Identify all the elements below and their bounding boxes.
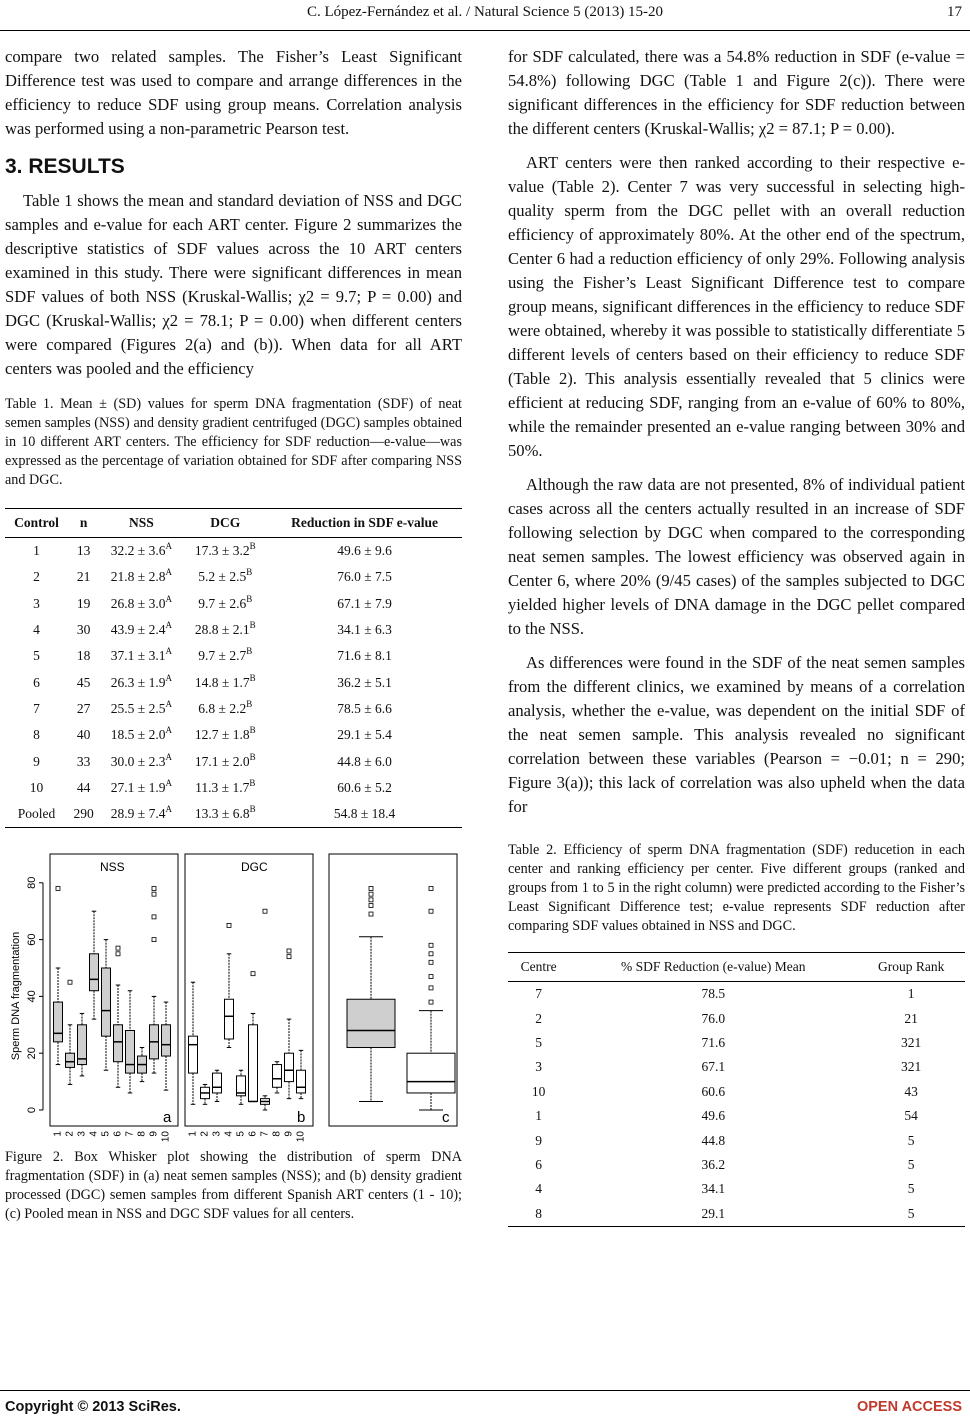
table1-header-row bbox=[5, 509, 462, 538]
table-cell: 4 bbox=[535, 1181, 542, 1197]
table-row bbox=[5, 591, 462, 617]
cell-superscript: A bbox=[165, 567, 172, 578]
table-cell bbox=[99, 669, 183, 695]
table-row bbox=[508, 1128, 965, 1152]
cell-value: 21.8 ± 2.8 bbox=[110, 569, 166, 585]
y-tick-label: 0 bbox=[26, 1107, 38, 1114]
table-cell bbox=[183, 617, 267, 643]
cell-superscript: B bbox=[249, 804, 256, 815]
box-plot-figure bbox=[5, 846, 462, 1143]
cell-value: 26.3 ± 1.9 bbox=[110, 674, 166, 690]
table-cell: 9 bbox=[535, 1132, 542, 1148]
table-cell: 43 bbox=[904, 1083, 918, 1099]
x-tick-label-b: 6 bbox=[247, 1131, 259, 1137]
x-tick-label-b: 3 bbox=[211, 1131, 223, 1137]
table2-header-row bbox=[508, 953, 965, 982]
table-cell: 2 bbox=[535, 1010, 542, 1026]
table-cell: 321 bbox=[901, 1059, 922, 1075]
table-cell: 7 bbox=[33, 700, 40, 716]
cell-superscript: A bbox=[165, 804, 172, 815]
table2 bbox=[508, 952, 965, 1227]
panel-a-title: NSS bbox=[100, 860, 125, 875]
table-cell: 13 bbox=[76, 543, 91, 559]
y-tick-label: 20 bbox=[26, 1047, 38, 1060]
table1-caption: Table 1. Mean ± (SD) values for sperm DNA fragmentation (SDF) of neat semen samples (NSS) and density gradient centrifuged (DGC) samples obtained in 10 different ART centers. The efficiency for SDF reduction—e-value—was expressed as the percentage of variation obtained for SDF after comparing NSS and DGC. bbox=[5, 396, 462, 488]
table-cell bbox=[99, 696, 183, 722]
nss-center-6-outlier bbox=[116, 946, 120, 950]
table-row bbox=[5, 669, 462, 695]
table-row bbox=[5, 643, 462, 669]
table-cell: 3 bbox=[33, 595, 40, 611]
dgc-center-4-outlier bbox=[227, 924, 231, 928]
table-row bbox=[5, 801, 462, 828]
cell-superscript: A bbox=[165, 620, 172, 631]
table-cell: 71.6 bbox=[701, 1034, 726, 1050]
table1-body bbox=[5, 538, 462, 828]
cell-superscript: B bbox=[249, 725, 256, 736]
table-cell: 6 bbox=[33, 674, 40, 690]
nss-pooled-outlier bbox=[369, 892, 373, 896]
cell-superscript: B bbox=[249, 541, 256, 552]
table-cell: 21 bbox=[76, 569, 91, 585]
table-cell: 10 bbox=[29, 779, 44, 795]
x-tick-label-a: 10 bbox=[160, 1131, 172, 1143]
dgc-pooled-outlier bbox=[429, 961, 433, 965]
open-access-label: OPEN ACCESS bbox=[856, 1399, 962, 1415]
cell-value: 14.8 ± 1.7 bbox=[194, 674, 250, 690]
table-cell bbox=[183, 748, 267, 774]
dgc-pooled-outlier bbox=[429, 887, 433, 891]
right-paragraph-2: ART centers were then ranked according to their respective e-value (Table 2). Center 7 was very successful in selecting high-quality sperm from the DGC pellet with an overall reduction efficiency of approximately 80%. At the other end of the spectrum, Center 6 had a reduction efficiency of only 29%. Following analysis using the Fisher’s Least Significant Difference test to compare group means, significant differences in the efficiency to reduce SDF were obtained, whereby it was possible to statistically differentiate 5 different levels of centers based on their efficiency to reduce SDF (Table 2). This analysis essentially revealed that 5 clinics were efficient at reducing SDF, ranging from an e-value of 60% to 80%, while the remainder presented an e-value ranging between 30% and 50%. bbox=[508, 153, 965, 460]
x-tick-label-a: 1 bbox=[52, 1131, 64, 1137]
cell-superscript: A bbox=[165, 698, 172, 709]
table-row bbox=[508, 1202, 965, 1227]
table-cell: 21 bbox=[904, 1010, 918, 1026]
table-row bbox=[5, 775, 462, 801]
nss-center-2-outlier bbox=[68, 980, 72, 984]
table-cell bbox=[99, 775, 183, 801]
table2-caption: Table 2. Efficiency of sperm DNA fragmentation (SDF) reducetion in each center and ranking efficiency per center. Five different groups (ranked and groups from 1 to 5 in the right column) were predicted according to the Fisher’s Least Significant Difference test; e-value represents SDF reduction after comparing SDF values obtained in NSS and DGC. bbox=[508, 842, 965, 934]
table-cell bbox=[99, 722, 183, 748]
cell-superscript: B bbox=[246, 646, 253, 657]
cell-superscript: B bbox=[249, 777, 256, 788]
table1-header-cell: Reduction in SDF e-value bbox=[267, 509, 462, 538]
cell-superscript: A bbox=[165, 646, 172, 657]
panel-b-title: DGC bbox=[241, 860, 268, 875]
cell-value: 6.8 ± 2.2 bbox=[198, 700, 247, 716]
table-cell: 5 bbox=[907, 1181, 915, 1197]
dgc-center-6-outlier bbox=[251, 972, 255, 976]
table-cell: 29.1 bbox=[569, 1202, 857, 1227]
table-cell bbox=[183, 801, 267, 828]
dgc-center-6-box bbox=[249, 1025, 258, 1102]
table1-header-cell: n bbox=[68, 509, 99, 538]
table-cell: 49.6 ± 9.6 bbox=[337, 543, 392, 559]
left-column bbox=[5, 45, 462, 1224]
panel-a-letter: a bbox=[163, 1109, 172, 1127]
cell-superscript: B bbox=[246, 698, 253, 709]
cell-value: 43.9 ± 2.4 bbox=[110, 622, 166, 638]
table-cell bbox=[99, 538, 183, 565]
table-cell: 78.5 ± 6.6 bbox=[337, 700, 392, 716]
x-tick-label-b: 8 bbox=[271, 1131, 283, 1137]
y-tick-label: 40 bbox=[26, 990, 38, 1003]
cell-superscript: B bbox=[246, 567, 253, 578]
table1 bbox=[5, 508, 462, 828]
section-heading: 3. RESULTS bbox=[5, 155, 125, 178]
table-cell: 78.5 bbox=[701, 986, 726, 1002]
table-cell: 19 bbox=[76, 595, 91, 611]
dgc-pooled-outlier bbox=[429, 975, 433, 979]
x-tick-label-b: 2 bbox=[199, 1131, 211, 1137]
table-cell bbox=[99, 643, 183, 669]
table-cell: 45 bbox=[76, 674, 91, 690]
x-tick-label-b: 7 bbox=[259, 1131, 271, 1137]
page-number: 17 bbox=[947, 4, 962, 20]
table-cell: 67.1 bbox=[701, 1059, 726, 1075]
table1-header-cell: Control bbox=[5, 509, 68, 538]
dgc-pooled-outlier bbox=[429, 986, 433, 990]
panel-b-letter: b bbox=[297, 1109, 306, 1127]
table1-header-cell: DCG bbox=[183, 509, 267, 538]
table-cell: 4 bbox=[33, 622, 40, 638]
intro-paragraph: compare two related samples. The Fisher’s Least Significant Difference test was used to compare and arrange differences in the efficiency to reduce SDF using group means. Correlation analysis was performed using a non-parametric Pearson test. bbox=[5, 47, 462, 138]
table-cell: 5 bbox=[535, 1034, 542, 1050]
nss-center-9-outlier bbox=[152, 892, 156, 896]
cell-value: 9.7 ± 2.7 bbox=[198, 648, 247, 664]
cell-value: 17.3 ± 3.2 bbox=[194, 543, 250, 559]
cell-value: 28.8 ± 2.1 bbox=[194, 622, 250, 638]
table-cell bbox=[99, 591, 183, 617]
table-cell: 76.0 ± 7.5 bbox=[337, 569, 392, 585]
table2-header-cell: Group Rank bbox=[857, 953, 965, 982]
dgc-pooled-outlier bbox=[429, 944, 433, 948]
header-title: C. López-Fernández et al. / Natural Science 5 (2013) 15-20 bbox=[306, 4, 664, 20]
table2-header-cell: % SDF Reduction (e-value) Mean bbox=[569, 953, 857, 982]
table-cell: 36.2 bbox=[701, 1156, 726, 1172]
cell-value: 13.3 ± 6.8 bbox=[194, 806, 250, 822]
results-paragraph: Table 1 shows the mean and standard deviation of NSS and DGC samples and e-value for each ART center. Figure 2 summarizes the descriptive statistics of SDF values across the 10 ART centers examined in this study. There were significant differences in mean SDF values of both NSS (Kruskal-Wallis; χ2 = 9.7; P = 0.00) and DGC (Kruskal-Wallis; χ2 = 78.1; P = 0.00) when different centers were compared (Figures 2(a) and (b)). When data for all ART centers was pooled and the efficiency bbox=[5, 191, 462, 378]
nss-center-9-outlier bbox=[152, 938, 156, 942]
cell-value: 32.2 ± 3.6 bbox=[110, 543, 166, 559]
cell-value: 17.1 ± 2.0 bbox=[194, 753, 250, 769]
x-tick-label-a: 5 bbox=[100, 1131, 112, 1137]
figure-2 bbox=[5, 846, 462, 1143]
table-cell: 71.6 ± 8.1 bbox=[337, 648, 392, 664]
table-cell bbox=[183, 669, 267, 695]
cell-superscript: B bbox=[249, 620, 256, 631]
dgc-pooled-outlier bbox=[429, 952, 433, 956]
dgc-pooled-outlier bbox=[429, 1000, 433, 1004]
nss-center-1-outlier bbox=[56, 887, 60, 891]
table-cell: 5 bbox=[907, 1132, 915, 1148]
table-cell bbox=[183, 643, 267, 669]
table-cell: 54 bbox=[904, 1108, 918, 1124]
cell-value: 25.5 ± 2.5 bbox=[110, 700, 166, 716]
nss-pooled-outlier bbox=[369, 887, 373, 891]
x-tick-label-b: 1 bbox=[187, 1131, 199, 1137]
x-tick-label-b: 4 bbox=[223, 1131, 235, 1137]
nss-center-7-box bbox=[126, 1031, 135, 1074]
table-row bbox=[5, 748, 462, 774]
cell-value: 26.8 ± 3.0 bbox=[110, 595, 166, 611]
cell-value: 30.0 ± 2.3 bbox=[110, 753, 166, 769]
nss-center-2-box bbox=[66, 1053, 75, 1067]
table2-body bbox=[508, 982, 965, 1227]
x-tick-label-b: 5 bbox=[235, 1131, 247, 1137]
table-cell: 34.1 bbox=[701, 1181, 726, 1197]
cell-superscript: B bbox=[249, 672, 256, 683]
table-cell bbox=[99, 617, 183, 643]
table-row bbox=[508, 1080, 965, 1104]
dgc-center-8-box bbox=[273, 1065, 282, 1088]
table-row bbox=[508, 1153, 965, 1177]
cell-superscript: A bbox=[165, 777, 172, 788]
right-paragraph-1: for SDF calculated, there was a 54.8% reduction in SDF (e-value = 54.8%) following DGC (Table 1 and Figure 2(c)). There were significant differences in the efficiency for SDF reduction between the different centers (Kruskal-Wallis; χ2 = 87.1; P = 0.00). bbox=[508, 47, 965, 138]
table2-header-cell: Centre bbox=[508, 953, 569, 982]
nss-center-6-box bbox=[114, 1025, 123, 1062]
table-cell: 36.2 ± 5.1 bbox=[337, 674, 392, 690]
cell-superscript: A bbox=[165, 541, 172, 552]
dgc-center-10-box bbox=[297, 1071, 306, 1094]
table-cell bbox=[183, 564, 267, 590]
table-cell: 6 bbox=[535, 1156, 542, 1172]
dgc-center-9-box bbox=[285, 1053, 294, 1081]
nss-center-9-outlier bbox=[152, 915, 156, 919]
table-cell: 76.0 bbox=[701, 1010, 726, 1026]
table-cell bbox=[183, 538, 267, 565]
table-cell: 5 bbox=[33, 648, 40, 664]
dgc-pooled-box bbox=[407, 1053, 455, 1093]
table-cell: 40 bbox=[76, 727, 91, 743]
cell-superscript: A bbox=[165, 725, 172, 736]
table-cell: 44.8 ± 6.0 bbox=[337, 753, 392, 769]
cell-superscript: A bbox=[165, 751, 172, 762]
cell-value: 9.7 ± 2.6 bbox=[198, 595, 247, 611]
x-tick-label-a: 3 bbox=[76, 1131, 88, 1137]
cell-value: 5.2 ± 2.5 bbox=[198, 569, 247, 585]
x-tick-label-b: 9 bbox=[283, 1131, 295, 1137]
nss-center-4-box bbox=[90, 954, 99, 991]
dgc-center-3-box bbox=[213, 1073, 222, 1093]
nss-center-5-box bbox=[102, 968, 111, 1036]
right-paragraph-4: As differences were found in the SDF of the neat semen samples from the different clinics, we examined by means of a correlation analysis, whether the e-value, was dependent on the initial SDF of the neat semen sample. This analysis revealed no significant correlation between these variables (Pearson = −0.01; n = 290; Figure 3(a)); this lack of correlation was also upheld when the data for bbox=[508, 653, 965, 816]
table-cell: 1 bbox=[535, 1108, 542, 1124]
cell-value: 37.1 ± 3.1 bbox=[110, 648, 166, 664]
table-cell: 49.6 bbox=[701, 1108, 726, 1124]
cell-superscript: A bbox=[165, 672, 172, 683]
table-cell: 27 bbox=[76, 700, 91, 716]
table-row bbox=[508, 1006, 965, 1030]
y-tick-label: 80 bbox=[26, 876, 38, 890]
nss-pooled-outlier bbox=[369, 904, 373, 908]
nss-pooled-box bbox=[347, 1000, 395, 1048]
dgc-center-9-outlier bbox=[287, 949, 291, 953]
running-header bbox=[0, 0, 970, 31]
table-cell: 5 bbox=[857, 1202, 965, 1227]
nss-center-1-box bbox=[54, 1002, 63, 1042]
cell-value: 11.3 ± 1.7 bbox=[195, 779, 250, 795]
table-cell: 10 bbox=[531, 1083, 546, 1099]
table-row bbox=[508, 982, 965, 1007]
cell-value: 27.1 ± 1.9 bbox=[110, 779, 166, 795]
table-row bbox=[508, 1177, 965, 1201]
copyright: Copyright © 2013 SciRes. bbox=[5, 1399, 181, 1415]
cell-value: 18.5 ± 2.0 bbox=[110, 727, 166, 743]
table-row bbox=[5, 564, 462, 590]
x-tick-label-b: 10 bbox=[295, 1131, 307, 1143]
table-cell: 29.1 ± 5.4 bbox=[337, 727, 392, 743]
table-row bbox=[5, 538, 462, 565]
table-cell: 8 bbox=[33, 727, 40, 743]
table-cell bbox=[183, 775, 267, 801]
table-cell: 60.6 ± 5.2 bbox=[337, 779, 392, 795]
table-cell: 1 bbox=[907, 986, 915, 1002]
x-tick-label-a: 7 bbox=[124, 1131, 136, 1137]
table-cell bbox=[99, 564, 183, 590]
table-cell: 18 bbox=[76, 648, 91, 664]
right-paragraph-3: Although the raw data are not presented, 8% of individual patient cases across all the centers actually resulted in an increase of SDF following selection by DGC when compared to the corresponding neat semen samples. The lowest efficiency was observed again in Center 6, where 20% (9/45 cases) of the samples subjected to DGC yielded higher levels of DNA damage in the DGC pellet compared to the NSS. bbox=[508, 475, 965, 638]
table-row bbox=[508, 1031, 965, 1055]
table-cell: 8 bbox=[508, 1202, 569, 1227]
dgc-center-7-outlier bbox=[263, 909, 267, 913]
dgc-center-4-box bbox=[225, 1000, 234, 1040]
nss-pooled-outlier bbox=[369, 898, 373, 902]
table-cell: 54.8 ± 18.4 bbox=[267, 801, 462, 828]
cell-superscript: B bbox=[246, 593, 253, 604]
nss-pooled-outlier bbox=[369, 912, 373, 916]
x-tick-label-a: 8 bbox=[136, 1131, 148, 1137]
table-cell: 34.1 ± 6.3 bbox=[337, 622, 392, 638]
table-cell: 30 bbox=[76, 622, 91, 638]
table-cell bbox=[183, 696, 267, 722]
table-cell: 33 bbox=[76, 753, 91, 769]
table-row bbox=[5, 696, 462, 722]
panel-c-letter: c bbox=[442, 1109, 450, 1127]
x-tick-label-a: 4 bbox=[88, 1131, 100, 1137]
nss-center-6-outlier bbox=[116, 952, 120, 956]
table-cell: 2 bbox=[33, 569, 40, 585]
x-tick-label-a: 2 bbox=[64, 1131, 76, 1137]
table-row bbox=[508, 1104, 965, 1128]
table-cell: 3 bbox=[535, 1059, 542, 1075]
cell-superscript: A bbox=[165, 593, 172, 604]
dgc-center-9-outlier bbox=[287, 955, 291, 959]
table-cell: 321 bbox=[901, 1034, 922, 1050]
right-column bbox=[508, 45, 965, 1227]
table-cell: 67.1 ± 7.9 bbox=[337, 595, 392, 611]
table-cell: 9 bbox=[33, 753, 40, 769]
nss-center-10-box bbox=[162, 1025, 171, 1056]
table-cell bbox=[99, 801, 183, 828]
figure2-caption: Figure 2. Box Whisker plot showing the distribution of sperm DNA fragmentation (SDF) in (a) neat semen samples (NSS); and (b) density gradient processed (DGC) semen samples from different Spanish ART centers (1 - 10); (c) Pooled mean in NSS and DGC SDF values for all centers. bbox=[5, 1149, 462, 1223]
page-footer bbox=[0, 1390, 970, 1415]
cell-value: 12.7 ± 1.8 bbox=[194, 727, 250, 743]
nss-center-9-outlier bbox=[152, 887, 156, 891]
table-cell: 60.6 bbox=[701, 1083, 726, 1099]
table-cell: 1 bbox=[33, 543, 40, 559]
table-cell bbox=[183, 722, 267, 748]
y-tick-label: 60 bbox=[26, 933, 38, 946]
table-cell: 44 bbox=[76, 779, 91, 795]
table-row bbox=[5, 722, 462, 748]
dgc-center-1-box bbox=[189, 1036, 198, 1073]
x-tick-label-a: 9 bbox=[148, 1131, 160, 1137]
y-axis-title: Sperm DNA fragmentation bbox=[10, 932, 22, 1061]
table-cell: Pooled bbox=[5, 801, 68, 828]
table-cell bbox=[99, 748, 183, 774]
table-cell: 290 bbox=[68, 801, 99, 828]
cell-value: 28.9 ± 7.4 bbox=[110, 806, 166, 822]
table-row bbox=[5, 617, 462, 643]
table-cell: 5 bbox=[907, 1156, 915, 1172]
table-cell bbox=[183, 591, 267, 617]
dgc-pooled-outlier bbox=[429, 909, 433, 913]
table-cell: 7 bbox=[535, 986, 542, 1002]
table1-header-cell: NSS bbox=[99, 509, 183, 538]
cell-superscript: B bbox=[249, 751, 256, 762]
panel-frame-a bbox=[50, 854, 178, 1126]
x-tick-label-a: 6 bbox=[112, 1131, 124, 1137]
table-row bbox=[508, 1055, 965, 1079]
table-cell: 44.8 bbox=[701, 1132, 726, 1148]
